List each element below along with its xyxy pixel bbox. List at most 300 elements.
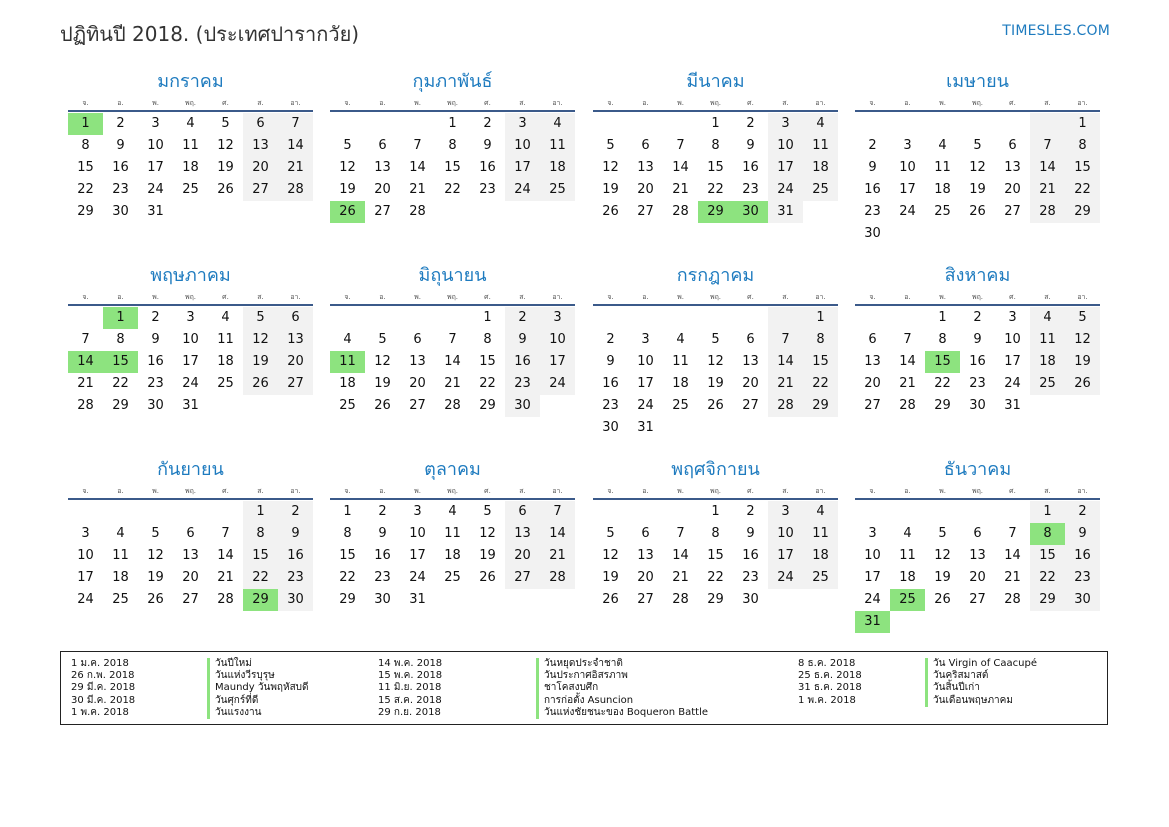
day-cell: 2 [116, 116, 125, 131]
day-cell: 28 [444, 398, 461, 413]
holiday-day-cell: 29 [698, 201, 733, 223]
weekday-label: ส. [257, 487, 264, 495]
day-cell: 17 [77, 570, 94, 585]
day-cell: 1 [1065, 113, 1100, 135]
weekday-label: ศ. [1009, 99, 1016, 107]
page-title: ปฏิทินปี 2018. (ประเทศปารากวัย) [60, 22, 360, 46]
day-cell: 11 [899, 548, 916, 563]
month-name: มีนาคม [686, 71, 745, 92]
day-cell: 20 [1004, 182, 1021, 197]
day-cell: 24 [899, 204, 916, 219]
month-calendar [593, 264, 838, 439]
day-cell: 9 [151, 332, 160, 347]
day-cell: 5 [221, 116, 230, 131]
day-cell: 11 [540, 135, 575, 157]
day-cell: 30 [374, 592, 391, 607]
day-cell: 2 [483, 116, 492, 131]
day-cell: 12 [707, 354, 724, 369]
day-cell: 23 [374, 570, 391, 585]
day-cell: 12 [374, 354, 391, 369]
empty-cell [995, 501, 1030, 523]
day-cell: 29 [112, 398, 129, 413]
weekday-label: อ. [904, 293, 911, 301]
legend-holiday-name: วันสิ้นปีเก่า [925, 682, 1037, 694]
day-cell: 31 [182, 398, 199, 413]
empty-cell [960, 113, 995, 135]
day-cell: 29 [1065, 201, 1100, 223]
empty-cell [68, 501, 103, 523]
day-cell: 28 [672, 592, 689, 607]
month-name: ธันวาคม [943, 459, 1012, 480]
day-grid [593, 501, 838, 611]
day-cell: 30 [742, 592, 759, 607]
day-cell: 11 [217, 332, 234, 347]
day-cell: 7 [540, 501, 575, 523]
day-cell: 14 [217, 548, 234, 563]
weekday-label: อา. [1077, 99, 1088, 107]
empty-cell [330, 307, 365, 329]
day-cell: 13 [505, 523, 540, 545]
day-cell: 27 [969, 592, 986, 607]
day-cell: 18 [1030, 351, 1065, 373]
day-cell: 7 [448, 332, 457, 347]
day-cell: 10 [768, 135, 803, 157]
holiday-day-cell: 1 [103, 307, 138, 329]
day-cell: 6 [868, 332, 877, 347]
weekday-label: พฤ. [184, 487, 197, 495]
legend-date: 29 มี.ค. 2018 [71, 682, 136, 694]
day-cell: 8 [483, 332, 492, 347]
day-cell: 17 [505, 157, 540, 179]
day-cell: 6 [243, 113, 278, 135]
day-cell: 28 [1004, 592, 1021, 607]
day-cell: 2 [505, 307, 540, 329]
day-cell: 1 [1030, 501, 1065, 523]
legend-date: 31 ธ.ค. 2018 [798, 682, 862, 694]
day-cell: 5 [711, 332, 720, 347]
day-cell: 5 [973, 138, 982, 153]
empty-cell [890, 501, 925, 523]
day-cell: 16 [1065, 545, 1100, 567]
day-cell: 22 [339, 570, 356, 585]
legend-holiday-name: วันเดือนพฤษภาคม [925, 695, 1037, 707]
empty-cell [855, 307, 890, 329]
day-cell: 26 [243, 373, 278, 395]
day-cell: 23 [742, 182, 759, 197]
empty-cell [593, 307, 628, 329]
day-cell: 24 [864, 592, 881, 607]
month-calendar [855, 458, 1100, 633]
day-cell: 24 [637, 398, 654, 413]
holiday-day-cell: 26 [330, 201, 365, 223]
day-cell: 9 [116, 138, 125, 153]
day-cell: 21 [1004, 570, 1021, 585]
legend-holiday-name: วันแรงงาน [207, 707, 309, 719]
empty-cell [400, 113, 435, 135]
month-name: เมษายน [946, 71, 1009, 92]
day-cell: 22 [112, 376, 129, 391]
holiday-legend [60, 651, 1108, 725]
day-cell: 29 [803, 395, 838, 417]
empty-cell [733, 307, 768, 329]
weekday-label: อ. [117, 293, 124, 301]
day-cell: 23 [505, 373, 540, 395]
weekday-label: อ. [904, 487, 911, 495]
day-cell: 11 [934, 160, 951, 175]
empty-cell [400, 307, 435, 329]
weekday-label: พฤ. [709, 487, 722, 495]
empty-cell [138, 501, 173, 523]
day-cell: 15 [243, 545, 278, 567]
legend-date: 30 มี.ค. 2018 [71, 694, 136, 706]
day-cell: 2 [151, 310, 160, 325]
month-name: พฤศจิกายน [671, 459, 760, 480]
weekday-label: จ. [344, 99, 351, 107]
day-cell: 23 [479, 182, 496, 197]
day-cell: 26 [1065, 373, 1100, 395]
day-cell: 3 [768, 501, 803, 523]
day-cell: 4 [186, 116, 195, 131]
day-grid [593, 113, 838, 223]
day-cell: 12 [1065, 329, 1100, 351]
day-cell: 28 [77, 398, 94, 413]
month-calendar [593, 458, 838, 611]
day-cell: 12 [339, 160, 356, 175]
weekday-label: จ. [82, 487, 89, 495]
day-cell: 27 [505, 567, 540, 589]
empty-cell [890, 113, 925, 135]
day-cell: 16 [147, 354, 164, 369]
day-cell: 8 [711, 138, 720, 153]
holiday-day-cell: 11 [330, 351, 365, 373]
day-cell: 25 [803, 179, 838, 201]
weekday-label: ส. [257, 99, 264, 107]
month-calendar [330, 458, 575, 611]
day-cell: 23 [147, 376, 164, 391]
day-cell: 26 [374, 398, 391, 413]
day-cell: 19 [339, 182, 356, 197]
day-cell: 22 [934, 376, 951, 391]
day-cell: 17 [540, 351, 575, 373]
day-grid [68, 307, 313, 417]
month-name: ตุลาคม [424, 459, 481, 480]
holiday-day-cell: 15 [925, 351, 960, 373]
day-cell: 13 [409, 354, 426, 369]
day-cell: 18 [112, 570, 129, 585]
day-cell: 3 [868, 526, 877, 541]
day-cell: 26 [602, 204, 619, 219]
holiday-day-cell: 25 [890, 589, 925, 611]
holiday-day-cell: 31 [855, 611, 890, 633]
day-cell: 25 [934, 204, 951, 219]
weekday-label: จ. [607, 293, 614, 301]
day-cell: 27 [409, 398, 426, 413]
day-cell: 9 [973, 332, 982, 347]
day-cell: 10 [505, 135, 540, 157]
weekday-label: พฤ. [971, 99, 984, 107]
legend-dates-col-3 [798, 658, 862, 707]
day-cell: 27 [864, 398, 881, 413]
weekday-label: พฤ. [446, 293, 459, 301]
day-grid [330, 307, 575, 417]
day-cell: 1 [448, 116, 457, 131]
day-cell: 23 [969, 376, 986, 391]
day-cell: 18 [672, 376, 689, 391]
day-cell: 6 [973, 526, 982, 541]
day-cell: 17 [182, 354, 199, 369]
day-cell: 11 [112, 548, 129, 563]
weekday-label: อา. [815, 99, 826, 107]
weekday-label: พ. [677, 293, 684, 301]
day-cell: 13 [637, 548, 654, 563]
day-cell: 16 [742, 160, 759, 175]
weekday-header [68, 290, 313, 306]
day-cell: 8 [938, 332, 947, 347]
day-cell: 23 [112, 182, 129, 197]
day-cell: 25 [182, 182, 199, 197]
weekday-label: อา. [815, 293, 826, 301]
day-cell: 22 [77, 182, 94, 197]
day-cell: 3 [151, 116, 160, 131]
day-cell: 13 [182, 548, 199, 563]
weekday-header [68, 96, 313, 112]
day-cell: 8 [711, 526, 720, 541]
day-cell: 23 [742, 570, 759, 585]
legend-holiday-name: วันประกาศอิสรภาพ [536, 670, 708, 682]
day-cell: 29 [479, 398, 496, 413]
day-cell: 27 [243, 179, 278, 201]
day-cell: 28 [768, 395, 803, 417]
holiday-day-cell: 1 [68, 113, 103, 135]
legend-holiday-name: ชาโคสงบศึก [536, 682, 708, 694]
day-cell: 4 [903, 526, 912, 541]
day-cell: 11 [672, 354, 689, 369]
day-cell: 24 [147, 182, 164, 197]
weekday-label: ศ. [484, 99, 491, 107]
day-cell: 25 [1030, 373, 1065, 395]
day-cell: 22 [444, 182, 461, 197]
day-cell: 5 [483, 504, 492, 519]
legend-names-col-2 [536, 658, 708, 719]
day-cell: 14 [1030, 157, 1065, 179]
day-cell: 18 [217, 354, 234, 369]
day-cell: 30 [1065, 589, 1100, 611]
weekday-label: อ. [379, 293, 386, 301]
day-cell: 5 [1065, 307, 1100, 329]
day-cell: 7 [81, 332, 90, 347]
weekday-header [68, 484, 313, 500]
weekday-header [330, 96, 575, 112]
day-cell: 1 [938, 310, 947, 325]
empty-cell [593, 113, 628, 135]
day-cell: 3 [186, 310, 195, 325]
day-grid [68, 113, 313, 223]
holiday-day-cell: 29 [243, 589, 278, 611]
empty-cell [925, 501, 960, 523]
weekday-label: ศ. [484, 293, 491, 301]
day-cell: 24 [77, 592, 94, 607]
legend-date: 1 พ.ค. 2018 [71, 706, 129, 718]
weekday-label: จ. [607, 99, 614, 107]
empty-cell [663, 307, 698, 329]
day-cell: 31 [1004, 398, 1021, 413]
legend-date: 29 ก.ย. 2018 [378, 706, 441, 718]
legend-holiday-name: วันหยุดประจำชาติ [536, 658, 708, 670]
day-cell: 18 [339, 376, 356, 391]
day-cell: 20 [374, 182, 391, 197]
day-cell: 23 [1065, 567, 1100, 589]
day-cell: 26 [969, 204, 986, 219]
empty-cell [855, 113, 890, 135]
day-cell: 9 [505, 329, 540, 351]
holiday-day-cell: 15 [103, 351, 138, 373]
weekday-label: อ. [642, 99, 649, 107]
day-cell: 3 [1008, 310, 1017, 325]
day-cell: 9 [1065, 523, 1100, 545]
empty-cell [173, 501, 208, 523]
weekday-label: ส. [1044, 293, 1051, 301]
legend-holiday-name: การก่อตั้ง Asuncion [536, 695, 708, 707]
day-cell: 7 [676, 138, 685, 153]
weekday-label: อา. [290, 487, 301, 495]
day-cell: 28 [217, 592, 234, 607]
day-cell: 25 [112, 592, 129, 607]
day-cell: 11 [803, 523, 838, 545]
month-calendar [330, 264, 575, 417]
day-cell: 18 [899, 570, 916, 585]
day-cell: 13 [969, 548, 986, 563]
day-cell: 7 [676, 526, 685, 541]
day-cell: 3 [81, 526, 90, 541]
day-cell: 29 [934, 398, 951, 413]
day-cell: 21 [278, 157, 313, 179]
empty-cell [103, 501, 138, 523]
day-cell: 27 [637, 592, 654, 607]
day-cell: 3 [505, 113, 540, 135]
weekday-label: ส. [257, 293, 264, 301]
day-cell: 10 [182, 332, 199, 347]
empty-cell [208, 501, 243, 523]
day-cell: 22 [1030, 567, 1065, 589]
day-cell: 18 [444, 548, 461, 563]
empty-cell [628, 307, 663, 329]
day-cell: 20 [864, 376, 881, 391]
day-cell: 24 [409, 570, 426, 585]
day-cell: 12 [479, 526, 496, 541]
day-cell: 7 [221, 526, 230, 541]
empty-cell [855, 501, 890, 523]
day-cell: 1 [483, 310, 492, 325]
weekday-label: ส. [519, 99, 526, 107]
holiday-day-cell: 30 [733, 201, 768, 223]
day-cell: 7 [413, 138, 422, 153]
day-cell: 6 [746, 332, 755, 347]
weekday-label: ส. [519, 487, 526, 495]
weekday-label: ส. [782, 293, 789, 301]
day-cell: 19 [602, 570, 619, 585]
weekday-label: พฤ. [971, 487, 984, 495]
weekday-label: พ. [414, 293, 421, 301]
day-cell: 12 [147, 548, 164, 563]
weekday-label: ศ. [222, 293, 229, 301]
day-cell: 10 [637, 354, 654, 369]
day-cell: 21 [672, 182, 689, 197]
weekday-label: พฤ. [184, 293, 197, 301]
weekday-label: จ. [344, 293, 351, 301]
legend-date: 8 ธ.ค. 2018 [798, 658, 856, 669]
empty-cell [330, 113, 365, 135]
day-cell: 5 [243, 307, 278, 329]
day-cell: 31 [409, 592, 426, 607]
day-cell: 22 [707, 570, 724, 585]
day-cell: 4 [676, 332, 685, 347]
day-cell: 10 [864, 548, 881, 563]
day-cell: 2 [973, 310, 982, 325]
day-cell: 1 [243, 501, 278, 523]
day-cell: 7 [768, 329, 803, 351]
day-cell: 24 [182, 376, 199, 391]
weekday-label: ศ. [747, 293, 754, 301]
weekday-header [593, 484, 838, 500]
day-cell: 20 [409, 376, 426, 391]
day-cell: 17 [637, 376, 654, 391]
day-cell: 21 [1030, 179, 1065, 201]
day-cell: 4 [803, 113, 838, 135]
empty-cell [628, 113, 663, 135]
day-cell: 29 [339, 592, 356, 607]
day-cell: 15 [77, 160, 94, 175]
day-cell: 13 [864, 354, 881, 369]
legend-date: 1 พ.ค. 2018 [798, 694, 856, 706]
day-cell: 19 [934, 570, 951, 585]
day-grid [330, 501, 575, 611]
day-cell: 5 [606, 526, 615, 541]
day-cell: 23 [602, 398, 619, 413]
day-cell: 24 [540, 373, 575, 395]
empty-cell [663, 113, 698, 135]
legend-holiday-name: วันปีใหม่ [207, 658, 309, 670]
day-cell: 13 [742, 354, 759, 369]
weekday-label: พ. [677, 99, 684, 107]
day-cell: 10 [540, 329, 575, 351]
day-cell: 18 [803, 157, 838, 179]
day-cell: 20 [637, 570, 654, 585]
day-cell: 21 [444, 376, 461, 391]
day-cell: 8 [243, 523, 278, 545]
day-cell: 3 [768, 113, 803, 135]
day-cell: 4 [938, 138, 947, 153]
day-cell: 12 [602, 160, 619, 175]
weekday-label: พฤ. [446, 487, 459, 495]
day-cell: 27 [278, 373, 313, 395]
day-cell: 9 [746, 138, 755, 153]
day-cell: 13 [637, 160, 654, 175]
weekday-label: อา. [1077, 293, 1088, 301]
day-cell: 8 [448, 138, 457, 153]
site-link[interactable]: TIMESLES.COM [1002, 23, 1110, 39]
empty-cell [365, 307, 400, 329]
day-cell: 2 [868, 138, 877, 153]
day-cell: 30 [278, 589, 313, 611]
weekday-label: จ. [869, 487, 876, 495]
day-cell: 24 [1004, 376, 1021, 391]
weekday-label: พ. [677, 487, 684, 495]
month-calendar [330, 70, 575, 223]
day-cell: 9 [746, 526, 755, 541]
day-cell: 17 [1004, 354, 1021, 369]
day-cell: 9 [483, 138, 492, 153]
day-cell: 16 [742, 548, 759, 563]
